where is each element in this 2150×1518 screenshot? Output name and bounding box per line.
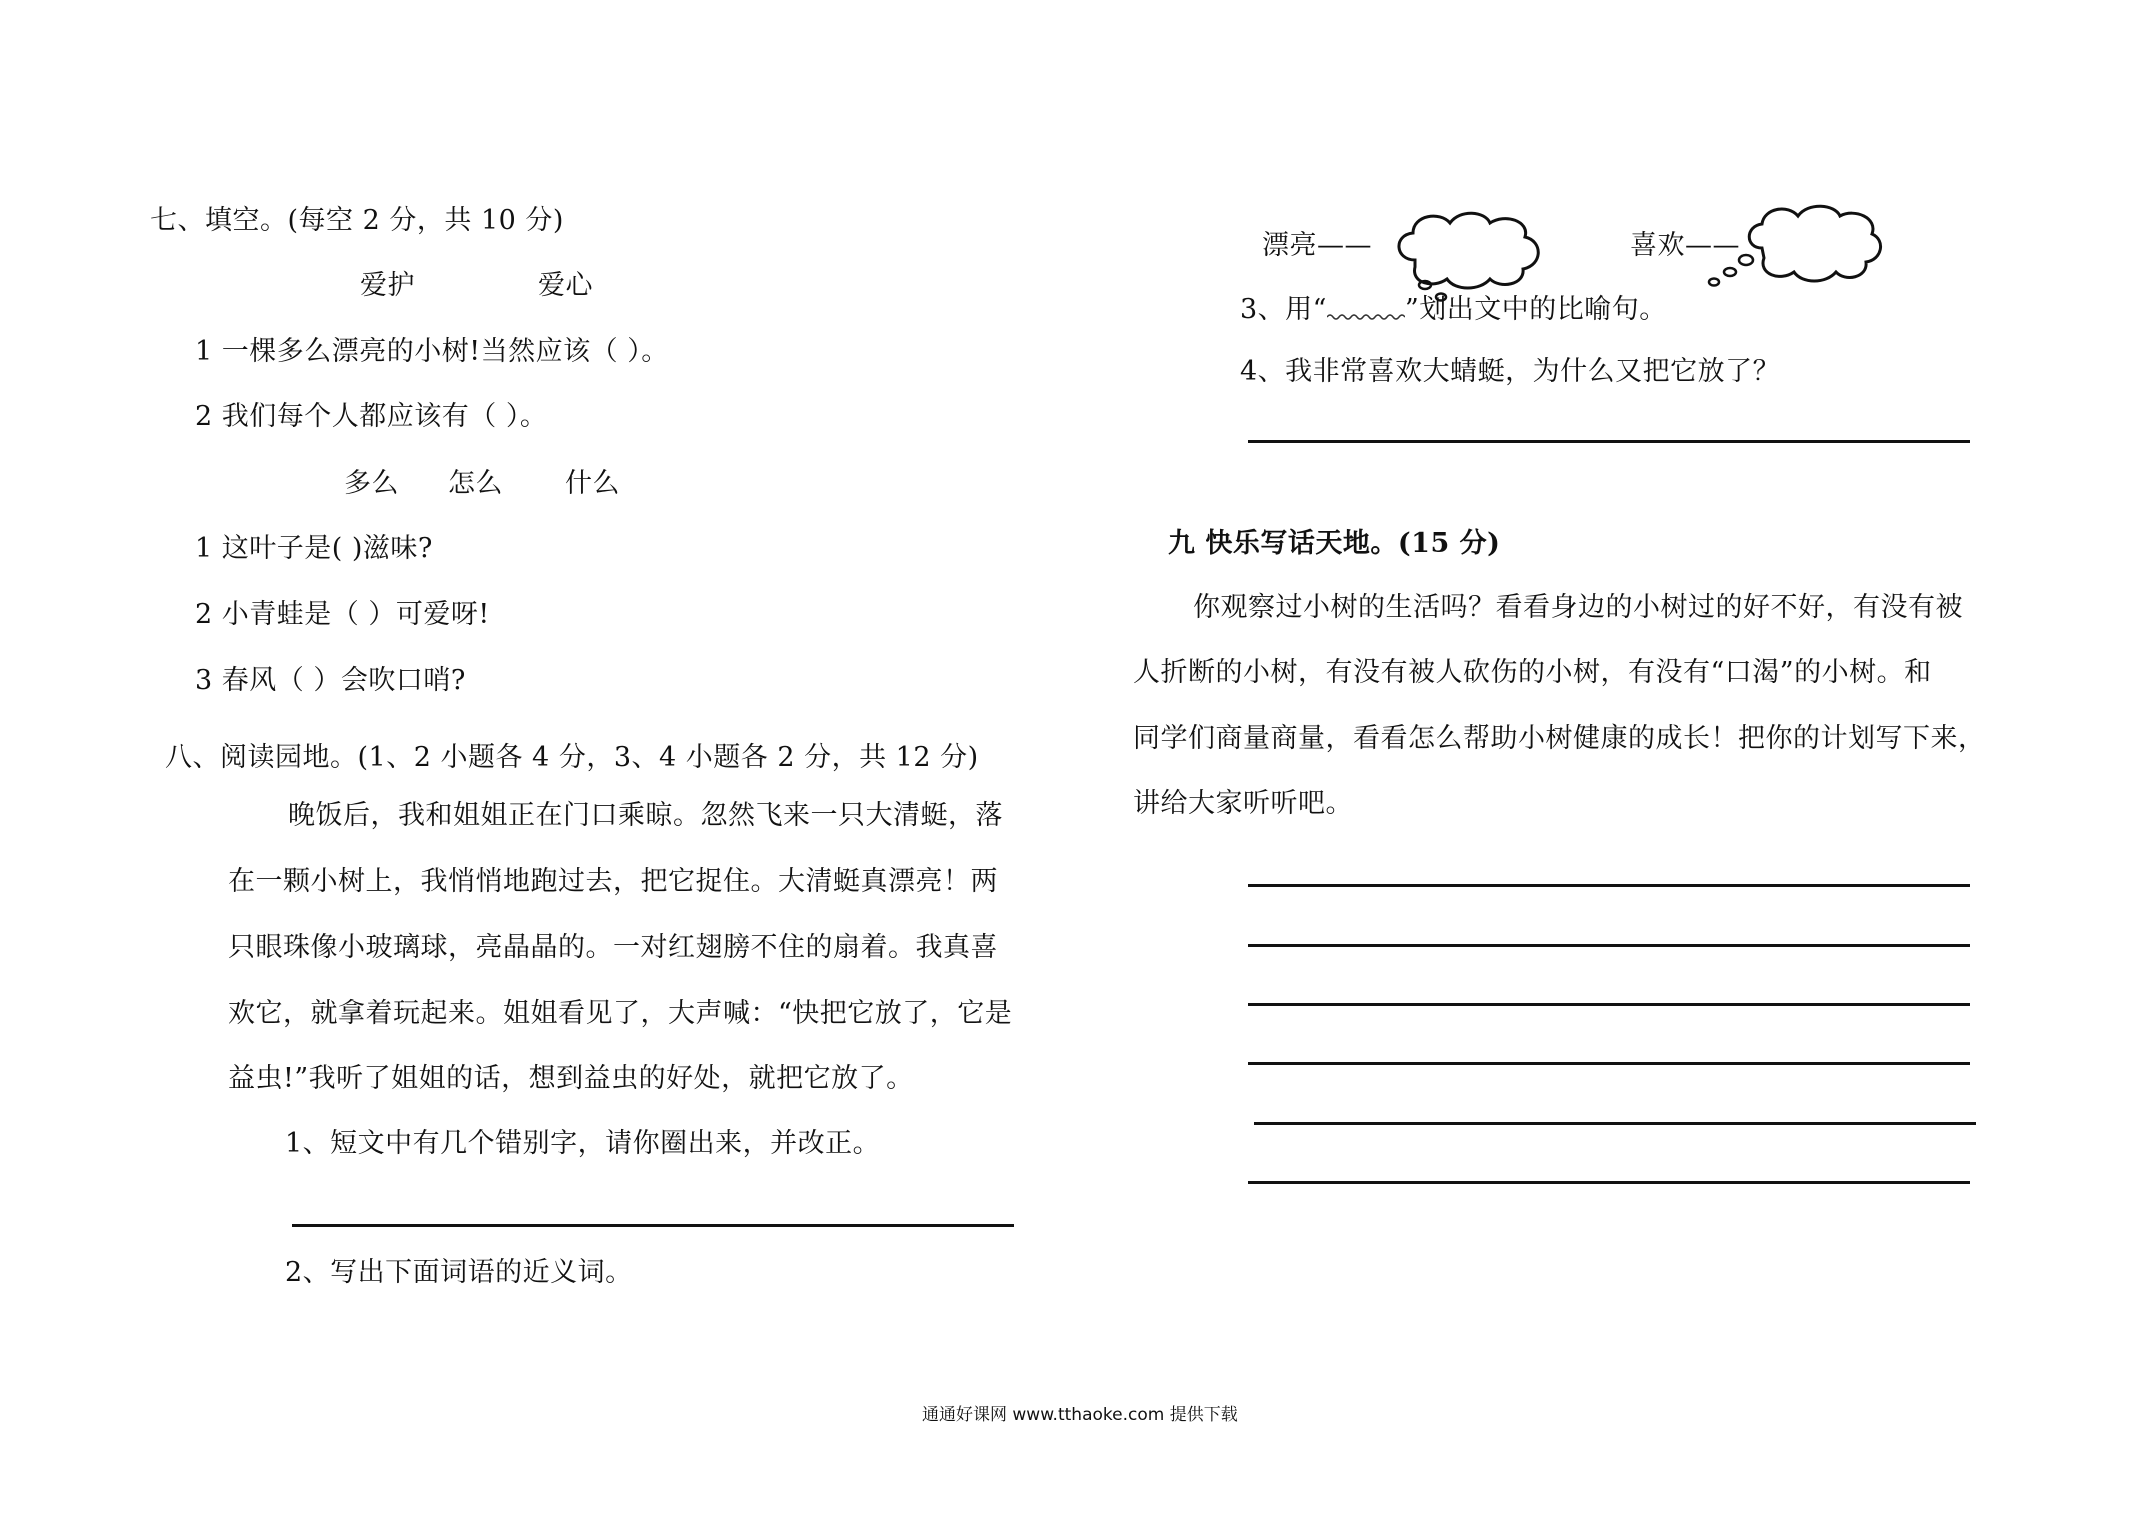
thought-cloud[interactable]	[1385, 205, 1550, 305]
wavy-underline-icon	[1327, 312, 1405, 322]
section-8-title: 八、阅读园地。(1、2 小题各 4 分，3、4 小题各 2 分，共 12 分)	[165, 742, 979, 773]
reading-question-3	[1240, 292, 1667, 328]
answer-line[interactable]	[1248, 440, 1970, 443]
fill-question: 2 我们每个人都应该有（ ）。	[195, 401, 548, 432]
fill-question: 1 这叶子是( )滋味?	[195, 533, 433, 564]
section-7-title: 七、填空。(每空 2 分，共 10 分)	[150, 205, 564, 236]
fill-question: 3 春风（ ）会吹口哨?	[195, 665, 466, 696]
answer-line[interactable]	[292, 1224, 1014, 1227]
reading-question-2: 2、写出下面词语的近义词。	[285, 1257, 633, 1288]
writing-line[interactable]	[1248, 1003, 1970, 1006]
footer-credit: 通通好课网 www.tthaoke.com 提供下载	[922, 1405, 1238, 1425]
fill-question: 1 一棵多么漂亮的小树!当然应该（ ）。	[195, 336, 669, 367]
passage-line: 晚饭后，我和姐姐正在门口乘晾。忽然飞来一只大清蜓，落	[288, 800, 1003, 831]
reading-question-4: 4、我非常喜欢大蜻蜓，为什么又把它放了？	[1240, 356, 1781, 387]
prompt-line: 同学们商量商量，看看怎么帮助小树健康的成长！把你的计划写下来，	[1133, 723, 1986, 754]
q3-suffix: ”划出文中的比喻句。	[1404, 294, 1667, 325]
passage-line: 欢它，就拿着玩起来。姐姐看见了，大声喊：“快把它放了，它是	[228, 998, 1013, 1029]
word-option: 怎么	[448, 468, 503, 499]
prompt-line: 人折断的小树，有没有被人砍伤的小树，有没有“口渴”的小树。和	[1133, 657, 1932, 688]
prompt-line: 讲给大家听听吧。	[1133, 788, 1353, 819]
section-9-title: 九 快乐写话天地。(15 分)	[1168, 528, 1501, 559]
synonym-word: 漂亮——	[1262, 230, 1372, 261]
writing-line[interactable]	[1248, 884, 1970, 887]
synonym-word: 喜欢——	[1630, 230, 1740, 261]
writing-line[interactable]	[1248, 944, 1970, 947]
prompt-line: 你观察过小树的生活吗？看看身边的小树过的好不好，有没有被	[1193, 592, 1963, 623]
reading-question-1: 1、短文中有几个错别字，请你圈出来，并改正。	[285, 1128, 881, 1159]
passage-line: 益虫!”我听了姐姐的话，想到益虫的好处，就把它放了。	[228, 1063, 914, 1094]
word-option: 什么	[565, 468, 620, 499]
word-option: 多么	[344, 468, 399, 499]
passage-line: 在一颗小树上，我悄悄地跑过去，把它捉住。大清蜓真漂亮！两	[228, 866, 998, 897]
fill-question: 2 小青蛙是（ ）可爱呀!	[195, 599, 490, 630]
word-option: 爱心	[538, 270, 593, 301]
writing-line[interactable]	[1248, 1181, 1970, 1184]
writing-line[interactable]	[1254, 1122, 1976, 1125]
thought-cloud[interactable]	[1690, 200, 1890, 300]
q3-prefix: 3、用“	[1240, 294, 1327, 325]
word-option: 爱护	[360, 270, 415, 301]
passage-line: 只眼珠像小玻璃球，亮晶晶的。一对红翅膀不住的扇着。我真喜	[228, 932, 998, 963]
writing-line[interactable]	[1248, 1062, 1970, 1065]
